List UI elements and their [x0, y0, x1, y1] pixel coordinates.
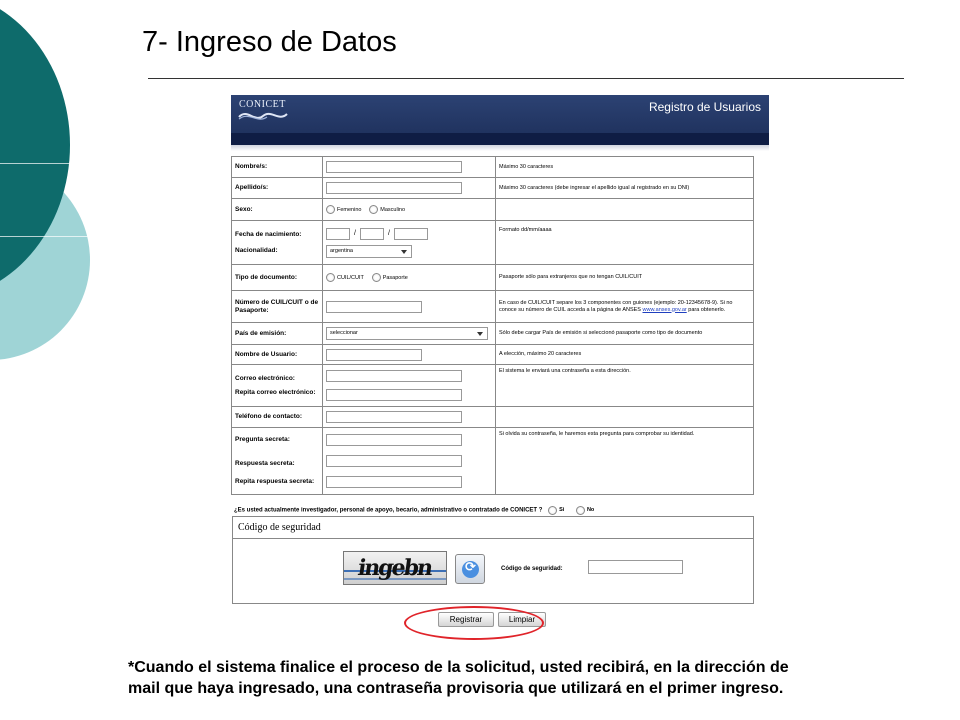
numero-note: [496, 291, 754, 323]
sexo-label: Sexo:: [232, 199, 323, 221]
fecha-nacionalidad-cell: [323, 221, 496, 265]
fecha-nacionalidad-labels: [232, 221, 323, 265]
telefono-label: Teléfono de contacto:: [232, 407, 323, 428]
header-band: [231, 133, 769, 145]
form-row-correo: [232, 365, 754, 407]
registration-screenshot: [231, 95, 769, 655]
nacionalidad-select[interactable]: [326, 245, 412, 258]
fecha-dia-input[interactable]: [326, 228, 350, 240]
numero-cell: [323, 291, 496, 323]
chevron-down-icon: [477, 332, 483, 336]
page-header: [231, 95, 769, 143]
form-row-numero: [232, 291, 754, 323]
pregunta-cell: [323, 428, 496, 495]
numero-note-end: para obtenerlo.: [688, 306, 726, 313]
investigador-si-label: Si: [559, 507, 565, 513]
fecha-separator: /: [387, 230, 390, 237]
sexo-masculino-radio[interactable]: [369, 205, 378, 214]
pregunta-note: Si olvida su contraseña, le haremos esta pregunta para comprobar su identidad.: [496, 428, 754, 495]
correo2-label: Repita correo electrónico:: [235, 388, 316, 396]
pregunta-label: Pregunta secreta:: [235, 436, 290, 444]
correo-labels: [232, 365, 323, 407]
conicet-logo: [239, 99, 286, 110]
registrar-button[interactable]: Registrar: [438, 612, 494, 627]
security-code-label: Código de seguridad:: [501, 566, 563, 572]
tipo-doc-label: Tipo de documento:: [232, 265, 323, 291]
form-row-apellido: [232, 178, 754, 199]
pregunta-labels: [232, 428, 323, 495]
form-row-sexo: [232, 199, 754, 221]
nacionalidad-value: argentina: [330, 247, 353, 254]
correo-label: Correo electrónico:: [235, 375, 295, 383]
form-row-telefono: [232, 407, 754, 428]
nombre-label: Nombre/s:: [232, 157, 323, 178]
highlight-ring: [404, 606, 544, 640]
limpiar-button[interactable]: Limpiar: [498, 612, 546, 627]
security-section: [232, 516, 754, 604]
captcha-image: [343, 551, 447, 585]
correo-field: [326, 370, 492, 382]
pais-select[interactable]: [326, 327, 488, 340]
tipo-doc-pasaporte-radio[interactable]: [372, 273, 381, 282]
footnote-line-2: mail que haya ingresado, una contraseña provisoria que utilizará en el primer ingreso.: [128, 680, 784, 697]
sexo-note: [496, 199, 754, 221]
respuesta-input[interactable]: [326, 455, 462, 467]
form-row-pregunta: [232, 428, 754, 495]
pais-note: Sólo debe cargar País de emisión si seleccionó pasaporte como tipo de documento: [496, 323, 754, 345]
apellido-label: Apellido/s:: [232, 178, 323, 199]
form-row-usuario: [232, 345, 754, 365]
form-row-tipo-doc: [232, 265, 754, 291]
usuario-label: Nombre de Usuario:: [232, 345, 323, 365]
nombre-note: Máximo 30 caracteres: [496, 157, 754, 178]
tipo-doc-cuil-label: CUIL/CUIT: [337, 274, 364, 281]
correo-cell: [323, 365, 496, 407]
usuario-input[interactable]: [326, 349, 422, 361]
sexo-masculino-label: Masculino: [380, 206, 406, 213]
pregunta-input[interactable]: [326, 434, 462, 446]
title-rule: [148, 78, 904, 79]
investigador-question-text: ¿Es usted actualmente investigador, personal de apoyo, becario, administrativo o contratado de CONICET ?: [234, 507, 543, 514]
respuesta-field: [326, 455, 492, 467]
header-shadow: [231, 145, 769, 151]
fecha-separator: /: [354, 230, 356, 237]
slide-decoration: [0, 0, 110, 420]
apellido-cell: [323, 178, 496, 199]
refresh-captcha-button[interactable]: [455, 554, 485, 584]
form-row-nombre: [232, 157, 754, 178]
captcha-text: ingebn: [356, 555, 433, 581]
nacionalidad-label: Nacionalidad:: [235, 246, 278, 254]
numero-input[interactable]: [326, 301, 422, 313]
tipo-doc-note: Pasaporte sólo para extranjeros que no tengan CUIL/CUIT: [496, 265, 754, 291]
slide-title: 7- Ingreso de Datos: [142, 26, 397, 58]
telefono-cell: [323, 407, 496, 428]
numero-label: Número de CUIL/CUIT o de Pasaporte:: [232, 291, 323, 323]
tipo-doc-cell: [323, 265, 496, 291]
sexo-femenino-label: Femenino: [337, 206, 362, 213]
pais-label: País de emisión:: [232, 323, 323, 345]
tipo-doc-pasaporte-label: Pasaporte: [382, 274, 408, 281]
correo-note: El sistema le enviará una contraseña a esta dirección.: [496, 365, 754, 407]
registration-form: [231, 156, 754, 495]
telefono-input[interactable]: [326, 411, 462, 423]
investigador-no-label: No: [586, 507, 595, 513]
chevron-down-icon: [401, 250, 407, 254]
respuesta-label: Respuesta secreta:: [235, 459, 295, 467]
numero-note-text: En caso de CUIL/CUIT separe los 3 componentes con guiones (ejemplo: 20-12345678-9). Si no conoce su número de CUIL acceda a la página de ANSES: [499, 299, 733, 313]
fecha-anio-input[interactable]: [394, 228, 428, 240]
fecha-fields: [326, 228, 492, 240]
pais-cell: [323, 323, 496, 345]
security-code-input[interactable]: [588, 560, 683, 574]
slide-footnote: [128, 657, 928, 699]
logo-wave-icon: [237, 109, 289, 123]
anses-link[interactable]: www.anses.gov.ar: [642, 306, 687, 313]
usuario-cell: [323, 345, 496, 365]
fecha-mes-input[interactable]: [360, 228, 384, 240]
respuesta2-input[interactable]: [326, 476, 462, 488]
correo-input[interactable]: [326, 370, 462, 382]
investigador-no-radio[interactable]: [576, 506, 585, 515]
form-row-fecha-nacionalidad: [232, 221, 754, 265]
page-header-title: Registro de Usuarios: [648, 100, 761, 114]
correo2-input[interactable]: [326, 389, 462, 401]
sexo-cell: [323, 199, 496, 221]
pregunta-field: [326, 434, 492, 446]
decorative-line: [0, 163, 110, 164]
telefono-note: [496, 407, 754, 428]
logo-text: CONICET: [239, 99, 286, 110]
apellido-input[interactable]: [326, 182, 462, 194]
sexo-femenino-radio[interactable]: [326, 205, 335, 214]
usuario-note: A elección, máximo 20 caracteres: [496, 345, 754, 365]
nombre-cell: [323, 157, 496, 178]
respuesta2-label: Repita respuesta secreta:: [235, 478, 315, 486]
correo2-field: [326, 389, 492, 401]
fecha-label: Fecha de nacimiento:: [235, 231, 302, 239]
apellido-note: Máximo 30 caracteres (debe ingresar el apellido igual al registrado en su DNI): [496, 178, 754, 199]
nombre-input[interactable]: [326, 161, 462, 173]
refresh-icon: [462, 561, 479, 578]
respuesta2-field: [326, 476, 492, 488]
decorative-line: [0, 236, 110, 237]
fecha-note: Formato dd/mm/aaaa: [496, 221, 754, 265]
pais-value: seleccionar: [330, 330, 358, 336]
nacionalidad-field: [326, 245, 492, 258]
footnote-line-1: *Cuando el sistema finalice el proceso de la solicitud, usted recibirá, en la dirección de: [128, 659, 789, 676]
investigador-si-radio[interactable]: [548, 506, 557, 515]
form-row-pais: [232, 323, 754, 345]
tipo-doc-cuil-radio[interactable]: [326, 273, 335, 282]
security-title: Código de seguridad: [233, 517, 753, 539]
